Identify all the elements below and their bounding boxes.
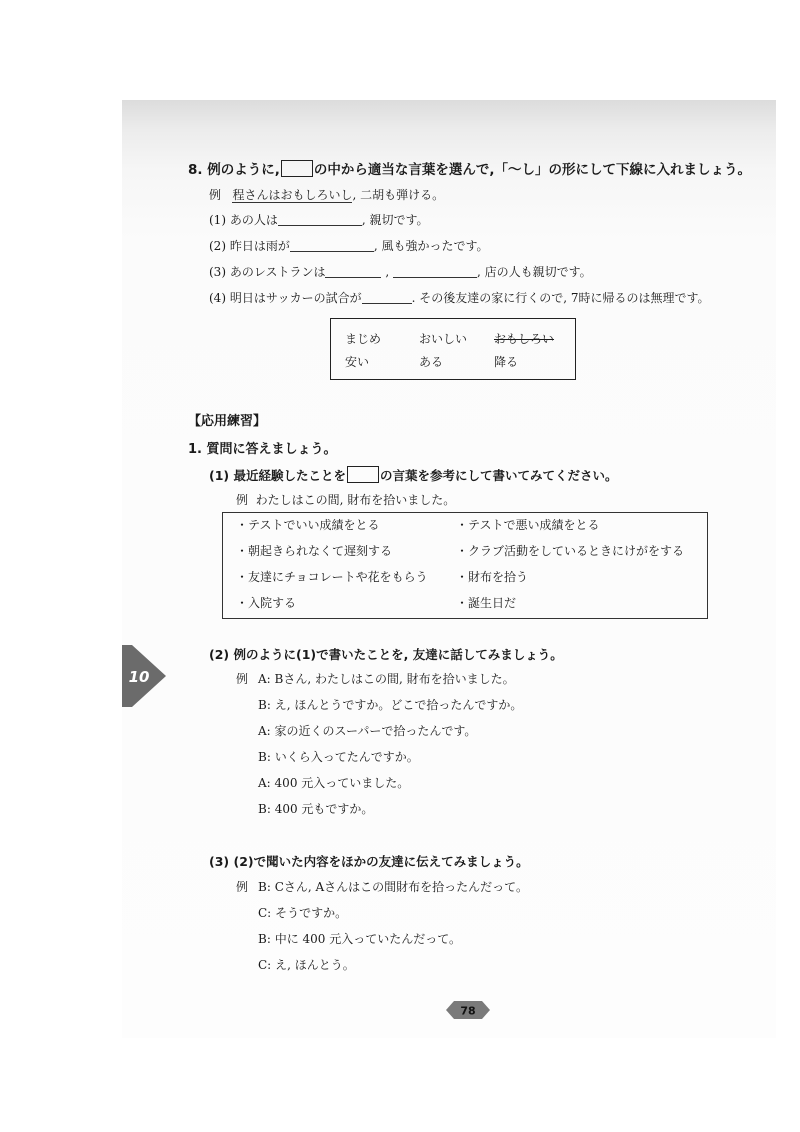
sub-question-3 xyxy=(209,852,529,870)
experience-item: ・誕生日だ xyxy=(456,596,517,610)
word-option: 降る xyxy=(494,355,519,369)
dialogue-text: え, ほんとうですか。どこで拾ったんですか。 xyxy=(274,698,523,712)
speaker-label: A: xyxy=(258,776,271,790)
dialogue3-line xyxy=(258,904,347,921)
question-text: , 親切です。 xyxy=(361,213,429,227)
speaker-label: C: xyxy=(258,958,272,972)
question-text: , 風も強かったです。 xyxy=(373,239,489,253)
sub-question-number: (1) xyxy=(209,468,230,483)
chapter-tab xyxy=(122,645,166,707)
example-label: 例 xyxy=(236,672,249,686)
speaker-label: B: xyxy=(258,880,271,894)
word-box-symbol xyxy=(281,160,313,177)
speaker-label: B: xyxy=(258,698,271,712)
experience-item: ・テストで悪い成績をとる xyxy=(456,518,600,532)
exercise8-question-1 xyxy=(209,211,429,228)
example-rest: , 二胡も弾ける。 xyxy=(352,188,445,202)
experience-item: ・入院する xyxy=(236,596,297,610)
question-1-heading: 1. 質問に答えましょう。 xyxy=(188,442,337,457)
word-option: ある xyxy=(419,355,444,369)
speaker-label: B: xyxy=(258,750,271,764)
word-choice-box xyxy=(330,318,576,380)
question-text: , xyxy=(385,265,390,279)
dialogue2-line xyxy=(258,670,515,687)
speaker-label: A: xyxy=(258,672,271,686)
exercise8-instruction-part1: 例のように, xyxy=(207,162,280,178)
dialogue3-line xyxy=(258,878,528,895)
exercise8-question-3 xyxy=(209,263,592,280)
exercise8-number: 8. xyxy=(188,162,203,178)
sub-question-1 xyxy=(209,466,618,484)
page-number-badge xyxy=(446,999,490,1021)
dialogue3-line xyxy=(258,956,355,973)
word-option: おいしい xyxy=(419,332,468,346)
exercise8-question-2 xyxy=(209,237,489,254)
question-text: , 店の人も親切です。 xyxy=(476,265,592,279)
sub-question-2 xyxy=(209,645,563,663)
exercise8-example xyxy=(209,186,444,203)
word-box-symbol xyxy=(347,466,379,483)
dialogue-text: いくら入ってたんですか。 xyxy=(274,750,419,764)
dialogue2-line xyxy=(258,722,476,739)
speaker-label: B: xyxy=(258,802,271,816)
word-option: まじめ xyxy=(345,332,382,346)
question-text: 昨日は雨が xyxy=(229,239,290,253)
dialogue-text: 400 元入っていました。 xyxy=(274,776,410,790)
answer-blank xyxy=(362,290,412,304)
sub-question-text: の言葉を参考にして書いてみてください。 xyxy=(380,468,618,483)
question-text: . その後友達の家に行くので, 7時に帰るのは無理です。 xyxy=(411,291,710,305)
dialogue-text: そうですか。 xyxy=(275,906,348,920)
dialogue2-line xyxy=(258,748,419,765)
question-number: (1) xyxy=(209,213,226,227)
chapter-number: 10 xyxy=(128,668,150,686)
dialogue2-line xyxy=(258,774,409,791)
dialogue-text: え, ほんとう。 xyxy=(275,958,355,972)
answer-blank xyxy=(393,264,477,278)
dialogue2-line xyxy=(258,696,522,713)
sub-question-number: (3) xyxy=(209,854,230,869)
dialogue3-line xyxy=(258,930,461,947)
answer-blank xyxy=(278,212,362,226)
experience-item: ・クラブ活動をしているときにけがをする xyxy=(456,544,685,558)
question-number: (2) xyxy=(209,239,226,253)
answer-blank xyxy=(325,264,381,278)
speaker-label: A: xyxy=(258,724,271,738)
dialogue-text: 中に 400 元入っていたんだって。 xyxy=(274,932,461,946)
exercise8-instruction xyxy=(188,158,751,178)
answer-blank xyxy=(290,238,374,252)
exercise8-question-4 xyxy=(209,289,710,306)
example-label: 例 xyxy=(236,880,249,894)
sub-question-text: (2)で聞いた内容をほかの友達に伝えてみましょう。 xyxy=(233,854,529,869)
word-option: 安い xyxy=(345,355,370,369)
sub-question-text: 例のように(1)で書いたことを, 友達に話してみましょう。 xyxy=(233,647,563,662)
example-sentence: わたしはこの間, 財布を拾いました。 xyxy=(255,493,456,507)
dialogue-text: Cさん, Aさんはこの間財布を拾ったんだって。 xyxy=(274,880,528,894)
speaker-label: C: xyxy=(258,906,272,920)
word-option-struck: おもしろい xyxy=(494,332,555,346)
dialogue-text: 家の近くのスーパーで拾ったんです。 xyxy=(274,724,477,738)
question-text: あのレストランは xyxy=(229,265,326,279)
example-answer: 程さんはおもしろいし xyxy=(232,188,353,202)
exercise8-instruction-part2: の中から適当な言葉を選んで,「～し」の形にして下線に入れましょう。 xyxy=(313,162,752,178)
experience-item: ・友達にチョコレートや花をもらう xyxy=(236,570,428,584)
question-text: 明日はサッカーの試合が xyxy=(229,291,362,305)
sub1-example xyxy=(236,491,455,508)
page-number: 78 xyxy=(460,1004,476,1018)
sub-question-number: (2) xyxy=(209,647,230,662)
example-label: 例 xyxy=(209,188,222,202)
experience-item: ・財布を拾う xyxy=(456,570,529,584)
dialogue-text: 400 元もですか。 xyxy=(274,802,374,816)
dialogue2-line xyxy=(258,800,373,817)
question-text: あの人は xyxy=(229,213,278,227)
question-number: (3) xyxy=(209,265,226,279)
experience-item: ・テストでいい成績をとる xyxy=(236,518,380,532)
experience-item: ・朝起きられなくて遅刻する xyxy=(236,544,393,558)
question-number: (4) xyxy=(209,291,226,305)
dialogue-text: Bさん, わたしはこの間, 財布を拾いました。 xyxy=(274,672,515,686)
speaker-label: B: xyxy=(258,932,271,946)
section-heading: 【応用練習】 xyxy=(188,414,267,429)
sub-question-text: 最近経験したことを xyxy=(233,468,346,483)
example-label: 例 xyxy=(236,493,249,507)
